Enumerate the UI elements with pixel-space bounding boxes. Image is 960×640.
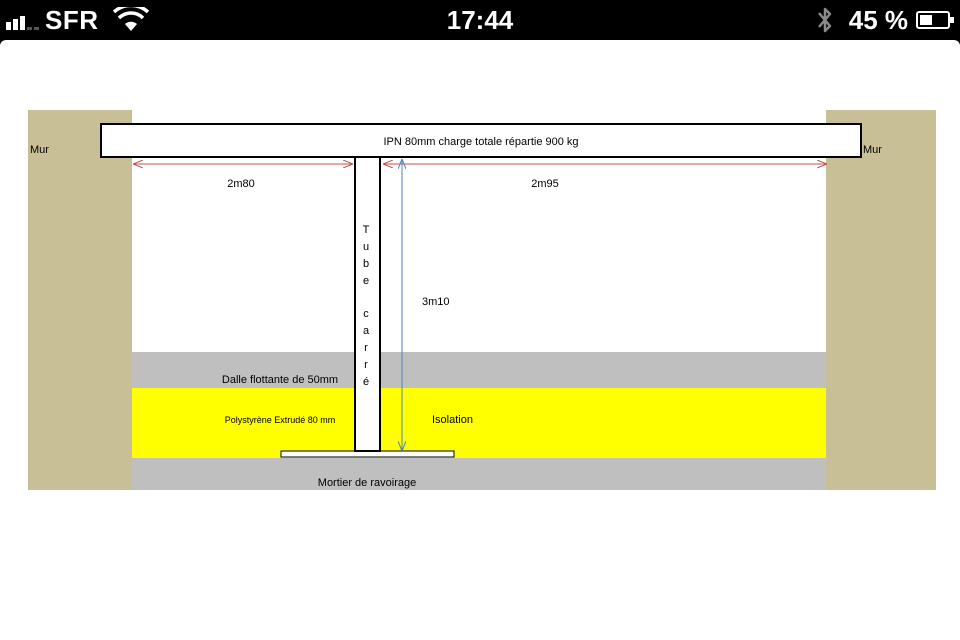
column-letter: a bbox=[362, 325, 370, 337]
status-left bbox=[6, 0, 149, 40]
signal-icon bbox=[6, 10, 39, 30]
slab-label: Dalle flottante de 50mm bbox=[221, 374, 339, 386]
span-right-label: 2m95 bbox=[531, 178, 559, 190]
battery-percent: 45 % bbox=[848, 4, 908, 35]
clock: 17:44 bbox=[446, 5, 514, 35]
screed-label: Mortier de ravoirage bbox=[317, 477, 417, 489]
status-bar bbox=[0, 0, 960, 40]
square-tube-column bbox=[355, 157, 380, 451]
wall-right bbox=[826, 110, 936, 490]
column-letter: r bbox=[364, 342, 368, 354]
column-letter: é bbox=[362, 376, 370, 388]
insulation-material-label: Polystyrène Extrudé 80 mm bbox=[224, 415, 336, 425]
column-letter: e bbox=[362, 275, 370, 287]
floor-section-diagram bbox=[0, 40, 960, 640]
beam-label: IPN 80mm charge totale répartie 900 kg bbox=[383, 136, 579, 148]
column-letter: r bbox=[364, 359, 368, 371]
wall-left bbox=[28, 110, 132, 490]
screed-layer bbox=[132, 458, 826, 490]
column-letter: u bbox=[362, 241, 370, 253]
status-right bbox=[815, 0, 950, 40]
wall-left-label: Mur bbox=[30, 144, 49, 156]
height-label: 3m10 bbox=[422, 296, 450, 308]
wall-right-label: Mur bbox=[863, 144, 882, 156]
insulation-label: Isolation bbox=[432, 414, 473, 426]
column-letter: c bbox=[363, 308, 369, 320]
document-view[interactable] bbox=[0, 40, 960, 640]
column-letter: b bbox=[362, 258, 370, 270]
column-letter: T bbox=[362, 224, 370, 236]
battery-icon bbox=[916, 11, 950, 29]
span-left-label: 2m80 bbox=[227, 178, 255, 190]
carrier-name: SFR bbox=[45, 4, 99, 35]
wifi-icon bbox=[113, 7, 149, 33]
bluetooth-icon bbox=[815, 4, 835, 36]
